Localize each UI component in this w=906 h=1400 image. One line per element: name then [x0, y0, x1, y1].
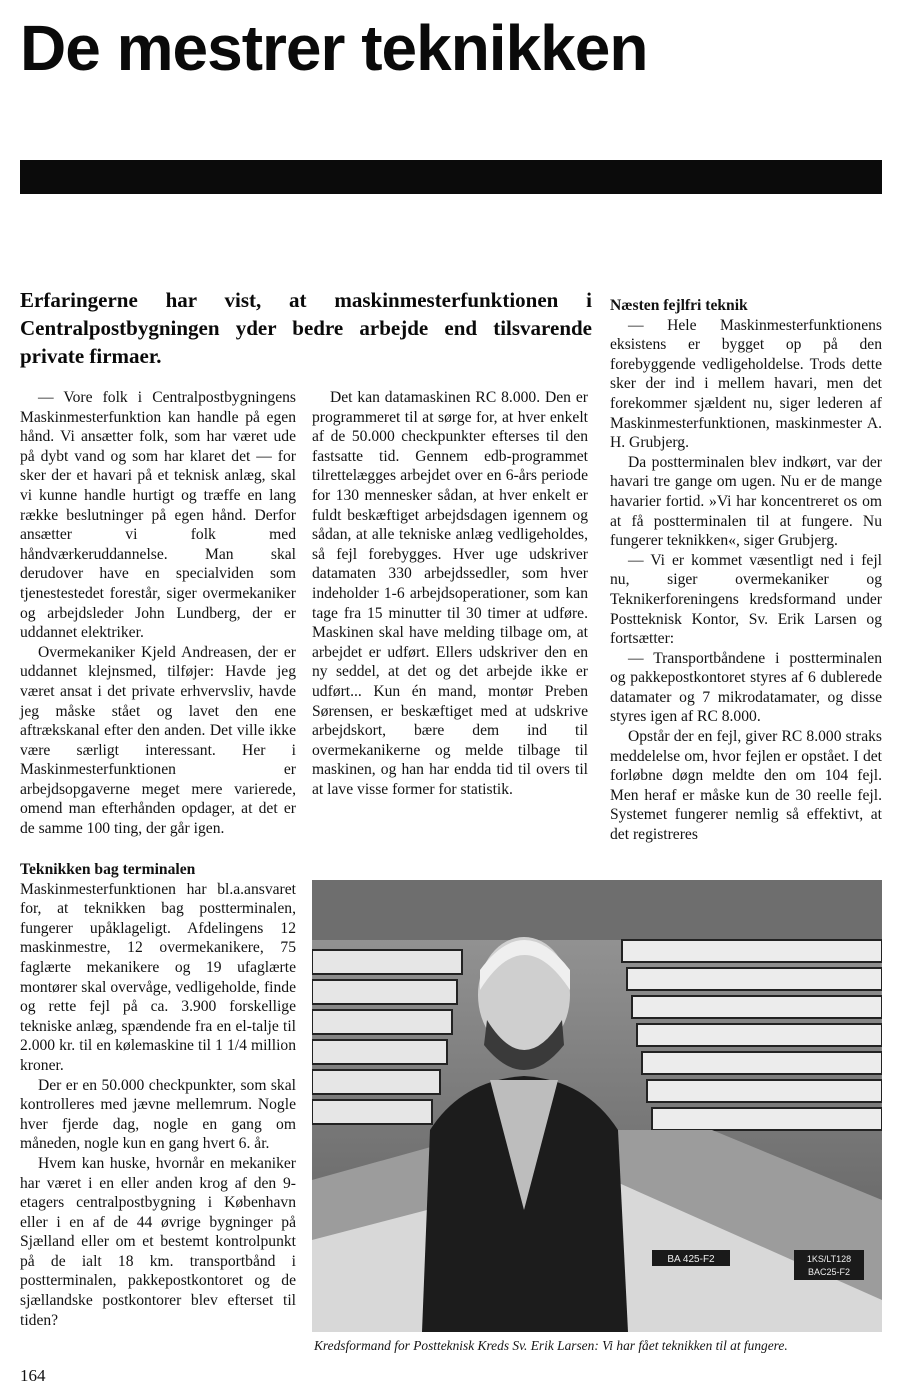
lead-paragraph: Erfaringerne har vist, at maskinmesterfunktionen i Centralpostbygningen yder bedre arbejde end tilsvarende private firmaer. [20, 288, 592, 368]
paragraph: Opstår der en fejl, giver RC 8.000 straks meddelelse om, hvor fejlen er opstået. I det forløbne døgn meldte den om 104 fejl. Men heraf er måske kun de 30 reelle fejl. Systemet fungerer nemlig så effektivt, at det registreres [610, 728, 882, 844]
page-number: 164 [20, 1366, 46, 1385]
photo-caption: Kredsformand for Postteknisk Kreds Sv. Erik Larsen: Vi har fået teknikken til at fungere. [314, 1338, 788, 1353]
paragraph: Overmekaniker Kjeld Andreasen, der er uddannet klejnsmed, tilføjer: Havde jeg været ansat i det private erhvervsliv, havde jeg måske stået og lavet den ene aftrækskanal efter den anden. Det ville ikke være særligt interessant. Her i Maskinmesterfunktionen er arbejdsopgaverne meget mere varierede, omend man efterhånden opdager, at det er de samme 100 ting, der går igen. [20, 643, 296, 838]
subheading: Teknikken bag terminalen [20, 861, 196, 878]
paragraph: Hvem kan huske, hvornår en mekaniker har været i en eller anden krog af den 9-etagers centralpostbygning i København eller i en af de 44 øvrige bygninger på Sjælland eller om et bestemt kontrolpunkt på de ialt 18 km. transportbånd i postterminalen, pakkepostkontoret og de sjællandske postkontorer blev efterset til tiden? [20, 1154, 296, 1329]
column-1 [20, 388, 296, 839]
paragraph: — Vore folk i Centralpostbygningens Maskinmesterfunktion kan handle på egen hånd. Vi ansætter folk, som har været ude på dybt vand og som har klaret det — for sker der et havari på et teknisk anlæg, skal vi kunne handle hurtigt og træffe en lang række beslutninger på egen hånd. Derfor ansætter vi folk med håndværkeruddannelse. Man skal derudover have en specialviden som tjenestestedet forestår, siger overmekaniker og arbejdsleder John Lundberg, der er uddannet elektriker. [20, 389, 296, 642]
paragraph: — Transportbåndene i postterminalen og pakkepostkontoret styres af 6 dublerede datamater og 7 mikrodatamater, og disse styres igen af RC 8.000. [610, 649, 882, 726]
paragraph: — Hele Maskinmesterfunktionens eksistens er bygget op på den forebyggende vedligeholdelse. Trods dette sker der ind i mellem havari, men det forekommer sjældent nu, siger lederen af Maskinmesterfunktionen, maskinmester A. H. Grubjerg. [610, 316, 882, 452]
photo-illustration [312, 880, 882, 1332]
photo [312, 880, 882, 1332]
paragraph: Maskinmesterfunktionen har bl.a.ansvaret for, at teknikken bag postterminalen, fungerer upåklageligt. Afdelingens 12 maskinmestre, 12 overmekanikere, 75 faglærte mekanikere og 19 ufaglærte montører skal overvåge, vedligeholde, finde og rette fejl på ca. 3.900 forskellige tekniske anlæg, spændende fra en el-talje til 2.000 kr. til en kølemaskine til 1 1/4 million kroner. [20, 880, 296, 1074]
photo-label: BAC25-F2 [807, 1267, 851, 1277]
photo-label: 1KS/LT128 [806, 1254, 852, 1264]
paragraph: — Vi er kommet væsentligt ned i fejl nu, siger overmekaniker og Teknikerforeningens kredsformand under Postteknisk Kontor, Sv. Erik Larsen og fortsætter: [610, 551, 882, 648]
paragraph: Der er en 50.000 checkpunkter, som skal kontrolleres med jævne mellemrum. Nogle hver fjerde dag, nogle en gang om måneden, nogle kun en gang hvert 6. år. [20, 1076, 296, 1153]
paragraph: Det kan datamaskinen RC 8.000. Den er programmeret til at sørge for, at hver enkelt af de 50.000 checkpunkter efterses til den fastsatte tid. Gennem edb-programmet tilrettelægges arbejdet over en 6-års periode for 130 mennesker sådan, at hver enkelt er fuldt beskæftiget arbejdsdagen igennem og sådan, at alle tekniske anlæg vedligeholdes, så fejl forebygges. Hver uge udskriver datamaten 330 arbejdssedler, som hver indeholder 1-6 arbejdsoperationer, som kan tage fra 15 minutter til 30 timer at udføre. Maskinen skal have melding tilbage om, at arbejdet er udført. Ellers udskriver den en ny seddel, at det og det arbejde ikke er udført... Kun én mand, montør Preben Sørensen, er beskæftiget med at udskrive arbejdskort, bære dem ind til overmekanikerne og melde tilbage til maskinen, og han har endda tid til overs til at lave visse former for statistik. [312, 389, 588, 798]
column-4 [20, 860, 296, 1330]
column-2 [312, 388, 588, 799]
header-bar [20, 160, 882, 194]
paragraph: Da postterminalen blev indkørt, var der havari tre gange om ugen. Nu er de mange havarier fortid. »Vi har koncentreret os om at få postterminalen til at fungere. Nu fungerer teknikken«, siger Grubjerg. [610, 453, 882, 550]
photo-label: BA 425-F2 [667, 1254, 715, 1265]
headline: De mestrer teknikken [20, 12, 648, 84]
subheading: Næsten fejlfri teknik [610, 297, 748, 314]
column-3 [610, 296, 882, 845]
